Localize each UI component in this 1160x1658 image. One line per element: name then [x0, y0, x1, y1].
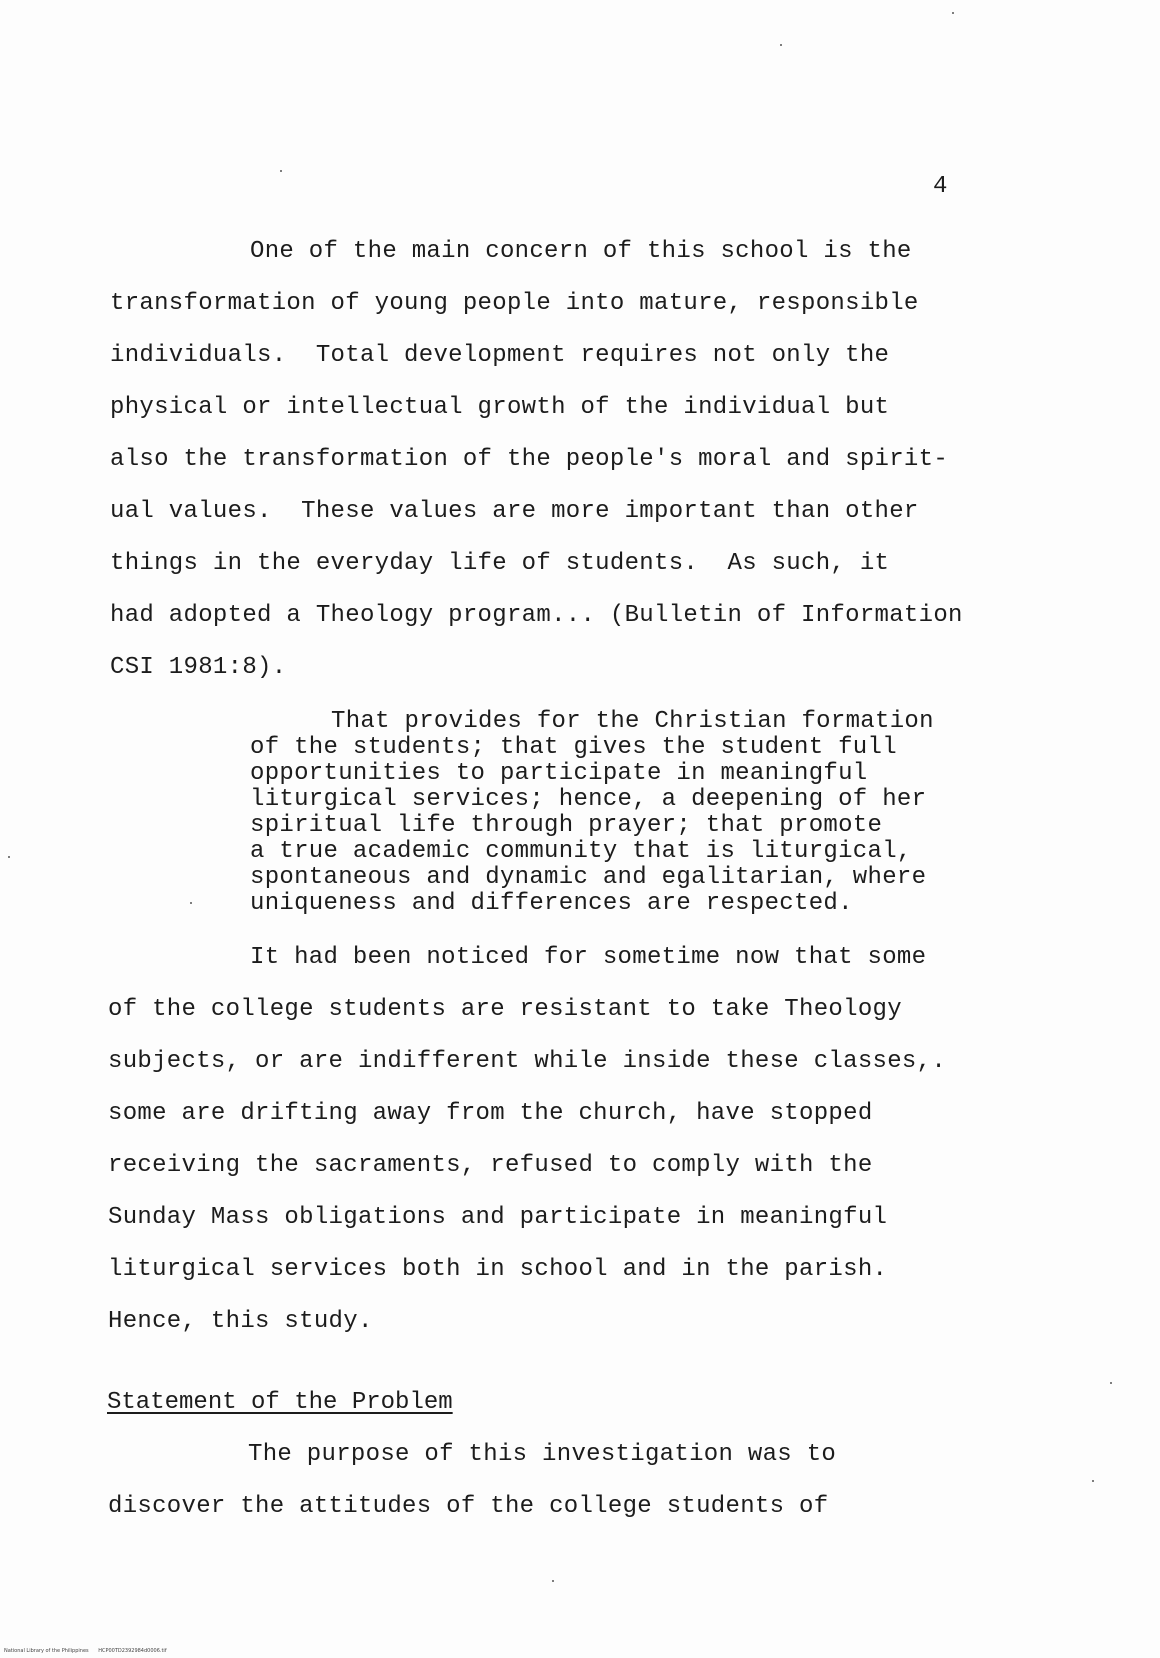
text-line: physical or intellectual growth of the individual but	[110, 394, 890, 421]
footer-library: National Library of the Philippines	[4, 1648, 89, 1654]
scan-speck	[952, 12, 954, 14]
quote-line: uniqueness and differences are respected.	[250, 890, 853, 917]
text-line: Sunday Mass obligations and participate in meaningful	[108, 1204, 888, 1231]
text-line: of the college students are resistant to take Theology	[108, 996, 902, 1023]
scan-speck	[190, 902, 192, 904]
text-line: receiving the sacraments, refused to comply with the	[108, 1152, 873, 1179]
quote-line: That provides for the Christian formation	[331, 708, 934, 735]
text-line: some are drifting away from the church, have stopped	[108, 1100, 873, 1127]
text-line: CSI 1981:8).	[110, 654, 287, 681]
scan-speck	[8, 856, 10, 858]
quote-line: of the students; that gives the student full	[250, 734, 897, 761]
quote-line: spontaneous and dynamic and egalitarian, where	[250, 864, 927, 891]
text-line: individuals. Total development requires not only the	[110, 342, 890, 369]
text-line: ual values. These values are more important than other	[110, 498, 919, 525]
scan-speck	[552, 1580, 554, 1582]
text-line: discover the attitudes of the college students of	[108, 1493, 829, 1520]
text-line: Hence, this study.	[108, 1308, 373, 1335]
text-line: had adopted a Theology program... (Bulletin of Information	[110, 602, 963, 629]
text-line: It had been noticed for sometime now that some	[250, 944, 927, 971]
footer-file-id: HCP00TD2392984d0006.tif	[98, 1648, 167, 1654]
text-line: things in the everyday life of students. As such, it	[110, 550, 890, 577]
scan-speck	[280, 170, 282, 172]
scan-speck	[780, 44, 782, 46]
page-number: 4	[933, 173, 948, 200]
section-heading: Statement of the Problem	[107, 1389, 453, 1416]
text-line: liturgical services both in school and in the parish.	[108, 1256, 888, 1283]
text-line: The purpose of this investigation was to	[248, 1441, 837, 1468]
text-line: One of the main concern of this school is the	[250, 238, 912, 265]
text-line: subjects, or are indifferent while inside these classes,.	[108, 1048, 947, 1075]
scan-speck	[1092, 1480, 1094, 1482]
quote-line: spiritual life through prayer; that promote	[250, 812, 883, 839]
scan-speck	[1110, 1382, 1112, 1384]
quote-line: a true academic community that is liturgical,	[250, 838, 912, 865]
text-line: also the transformation of the people's moral and spirit-	[110, 446, 949, 473]
text-line: transformation of young people into mature, responsible	[110, 290, 919, 317]
quote-line: liturgical services; hence, a deepening of her	[250, 786, 927, 813]
quote-line: opportunities to participate in meaningful	[250, 760, 868, 787]
scan-footer	[4, 1648, 167, 1654]
